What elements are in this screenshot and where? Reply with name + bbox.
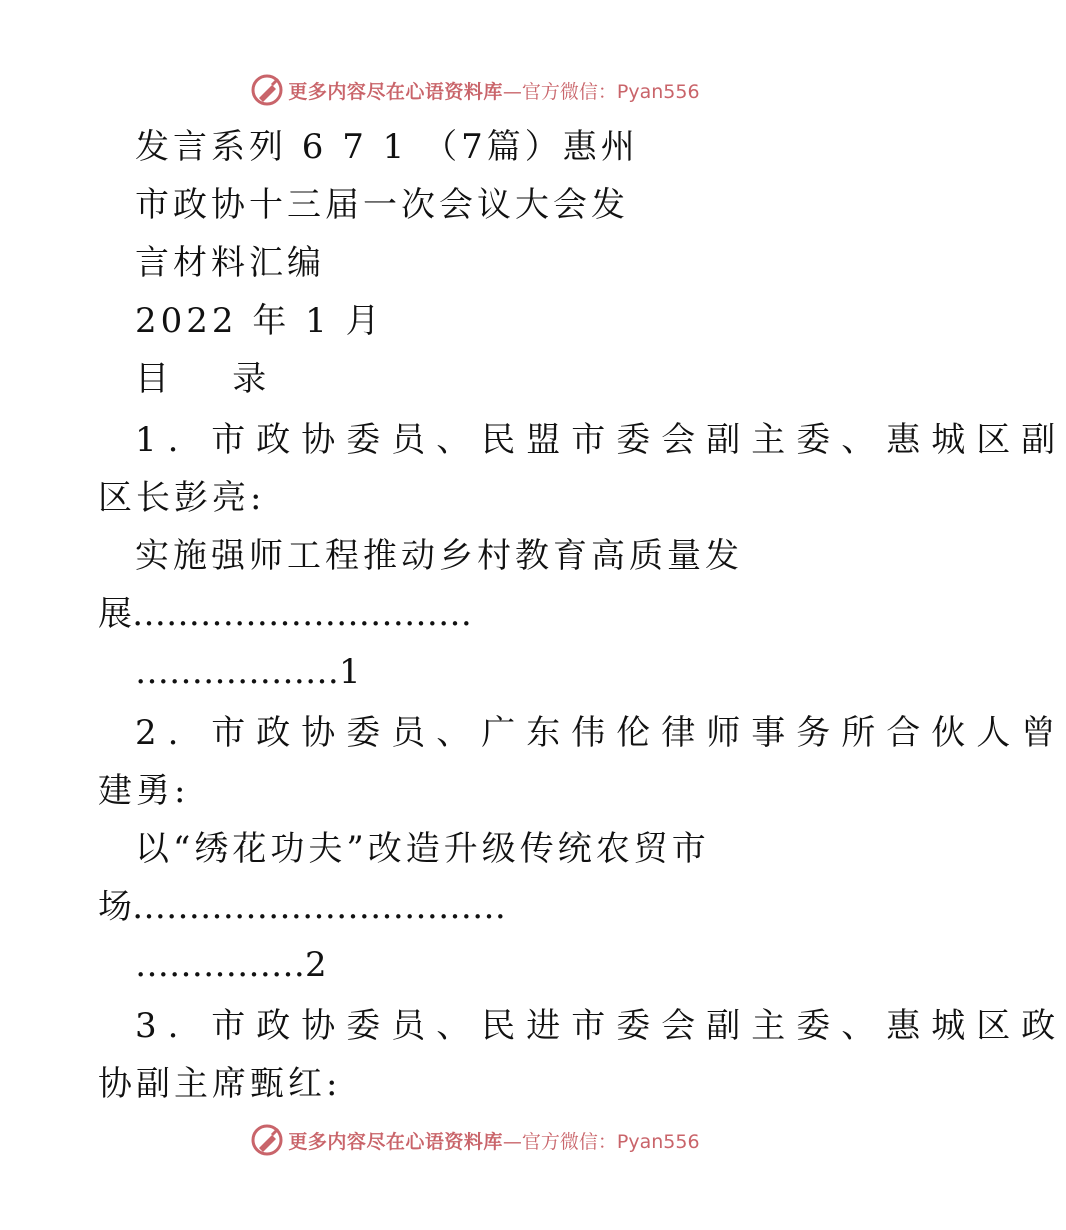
doc-title-line-2: 市政协十三届一次会议大会发 <box>135 185 629 225</box>
watermark-banner-top <box>0 70 950 110</box>
toc-entry-2-title-line-2: 场…………………………… <box>98 887 506 927</box>
toc-entry-2-title-line-1: 以“绣花功夫”改造升级传统农贸市 <box>135 829 710 869</box>
watermark-text: 更多内容尽在心语资料库 <box>288 80 503 103</box>
toc-entry-2-speaker-line-1: 2. 市政协委员、广东伟伦律师事务所合伙人曾 <box>135 713 1066 753</box>
fountain-pen-logo-icon <box>250 1123 284 1157</box>
toc-entry-1-page: ………………1 <box>135 652 361 692</box>
toc-entry-2-page: ……………2 <box>135 945 327 985</box>
toc-entry-3-speaker-line-1: 3. 市政协委员、民进市委会副主委、惠城区政 <box>135 1006 1066 1046</box>
toc-entry-2-speaker-line-2: 建勇: <box>98 771 190 811</box>
watermark-text: 更多内容尽在心语资料库 <box>288 1130 503 1153</box>
doc-date: 2022 年 1 月 <box>135 301 384 341</box>
watermark-banner-bottom <box>0 1120 950 1160</box>
toc-entry-1-speaker-line-2: 区长彭亮: <box>98 478 266 518</box>
toc-heading: 目 录 <box>135 359 271 399</box>
toc-entry-1-title-line-1: 实施强师工程推动乡村教育高质量发 <box>135 536 743 576</box>
fountain-pen-logo-icon <box>250 73 284 107</box>
doc-title-line-1: 发言系列 6 7 1 （7篇）惠州 <box>135 127 639 167</box>
toc-entry-3-speaker-line-2: 协副主席甄红: <box>98 1064 342 1104</box>
watermark-wechat: —官方微信：Pyan556 <box>502 80 700 103</box>
watermark-wechat: —官方微信：Pyan556 <box>502 1130 700 1153</box>
toc-entry-1-speaker-line-1: 1. 市政协委员、民盟市委会副主委、惠城区副 <box>135 420 1066 460</box>
toc-entry-1-title-line-2: 展………………………… <box>98 594 472 634</box>
doc-title-line-3: 言材料汇编 <box>135 243 325 283</box>
